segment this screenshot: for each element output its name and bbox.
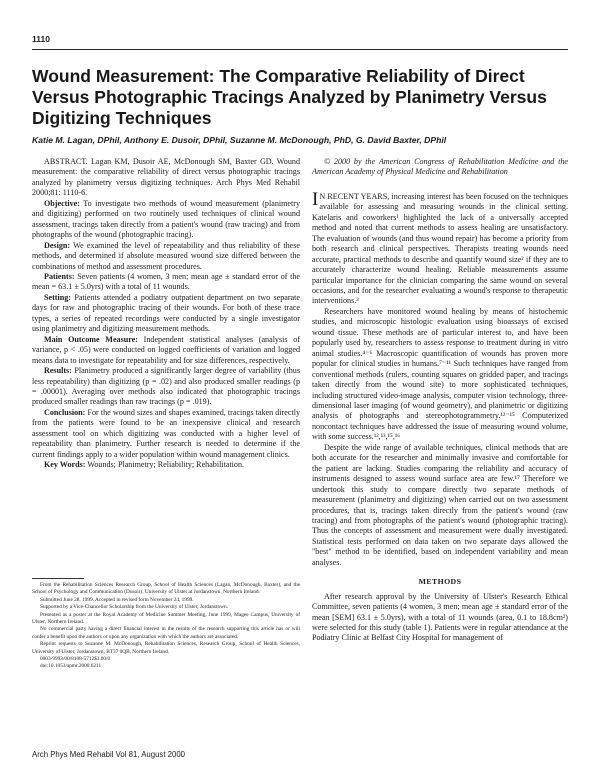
footnote-support: Supported by a Vice-Chancellor Scholarship from the University of Ulster, Jordanstown. — [40, 604, 228, 611]
abstract-setting — [32, 293, 300, 335]
abstract-patients — [32, 272, 300, 293]
footnotes — [32, 582, 300, 671]
methods-heading: METHODS — [418, 577, 462, 587]
footnote-reprints: Reprint requests to Suzanne M. McDonough, Rehabilitation Sciences, Research Group, School of Health Sciences, University of Ulster, Jordanstown, BT37 0QB, Northern Ireland. — [32, 641, 300, 655]
keywords-label: Key Words: — [44, 460, 86, 470]
patients-label: Patients: — [44, 271, 75, 281]
body-paragraph-2: Researchers have monitored wound healing by means of histochemic studies, and microscopic histologic evaluation using bioassays of excised wound tissue. These methods are of particular interest to, and have been popularly used by, researchers to assess response to treatment during in vitro animal studies.⁴⁻⁶ Macroscopic quantification of wounds has proven more popular for clinical studies in humans.⁷⁻¹¹ Such techniques have ranged from conventional methods (rulers, counting squares on gridded paper, and tracings taken directly from the wound site) to more sophisticated techniques, including structured video-image analysis, computer vision technology, three-dimensional laser imaging (of wound geometry), and planimetric or digitizing analysis of photographs and stereophotogrammetry.¹²⁻¹⁵ Computerized noncontact techniques have addressed the issue of measuring wound volume, with some success.¹²,¹³,¹⁵,¹⁶ — [312, 306, 568, 442]
setting-label: Setting: — [44, 292, 71, 302]
footnote-rule — [32, 578, 84, 579]
results-label: Results: — [44, 366, 72, 376]
objective-label: Objective: — [44, 198, 80, 208]
outcome-label: Main Outcome Measure: — [44, 334, 138, 344]
abstract-keywords — [32, 460, 300, 470]
copyright-notice: © 2000 by the American Congress of Rehabilitation Medicine and the American Academy of Physical Medicine and Rehabilitation — [312, 157, 568, 177]
footnote-submitted: Submitted June 28, 1999. Accepted in revised form November 24, 1999. — [40, 596, 194, 603]
footnote-presented: Presented as a poster at the Royal Academy of Medicine Summer Meeting, June 1999, Magee Campus, University of Ulster, Northern Ireland. — [32, 611, 300, 626]
intro-lead: N RECENT YEARS, — [319, 191, 390, 201]
intro-text: increasing interest has been focused on the techniques available for assessing and measuring wounds in the clinical setting. Katelaris and coworkers¹ highlighted the lack of a universally accepted method and noted that current methods to assess healing are unsatisfactory. The evaluation of wounds (and thus wound repair) has become a priority from both research and clinical perspectives. Therapists treating wounds need accurate, practical methods to describe and quantify wound size² if they are to accurately characterize wound healing. Reliable measurements assume particular importance for the clinician comparing the same wound on several occasions, and for the researcher evaluating a wound's response to therapeutic interventions.³ — [312, 191, 568, 306]
setting-text: Patients attended a podiatry outpatient department on two separate days for raw and photographic tracing of their wounds. For both of these trace types, a series of repeated recordings were conducted by a single investigator using planimetry and digitizing measurement methods. — [32, 292, 300, 334]
footnote-issn: 0003-9993/00/8108-5712$3.00/0 — [40, 656, 111, 663]
methods-paragraph: After research approval by the University of Ulster's Research Ethical Committee, seven patients (4 women, 3 men; mean age ± standard error of the mean [SEM] 63.1 ± 5.0yrs), with a total of 11 wounds (area, 0.1 to 18.8cm²) were selected for this study (table 1). Patients were in regular attendance at the Podiatry Clinic at Belfast City Hospital for management of — [312, 591, 568, 643]
keywords-text: Wounds; Planimetry; Reliability; Rehabilitation. — [87, 460, 245, 470]
design-text: We examined the level of repeatability and thus reliability of these methods, and determined if absolute measured wound size differed between the combinations of method and assessment procedures. — [32, 240, 300, 271]
conclusion-label: Conclusion: — [44, 407, 86, 417]
body-column — [312, 157, 568, 644]
article-title: Wound Measurement: The Comparative Reliability of Direct Versus Photographic Tracings Analyzed by Planimetry Versus Digitizing Techniques — [32, 66, 547, 128]
abstract-design — [32, 241, 300, 272]
results-text: Planimetry produced a significantly larger degree of variability (thus less repeatability) than digitizing (p = .02) and also produced smaller readings (p = .00001). Averaging over methods also indicated that photographic tracings produced smaller readings than raw tracings (p = .019). — [32, 366, 300, 407]
abstract-outcome — [32, 335, 300, 366]
abstract-citation: ABSTRACT. Lagan KM, Dusoir AE, McDonough SM, Baxter GD. Wound measurement: the comparative reliability of direct versus photographic tracings analyzed by planimetry versus digitizing techniques. Arch Phys Med Rehabil 2000;81: 1110-6. — [32, 157, 300, 198]
design-label: Design: — [44, 240, 71, 250]
page-number: 1110 — [32, 34, 50, 44]
footnote-disclosure: No commercial party having a direct financial interest in the results of the research supporting this article has or will confer a benefit upon the authors or upon any organization with which the authors are associated. — [32, 626, 300, 640]
drop-cap: I — [312, 188, 319, 210]
footnote-doi: doi:10.1053/apmr.2000.6211 — [40, 663, 102, 670]
conclusion-text: For the wound sizes and shapes examined, tracings taken directly from the patients were found to be an inexpensive clinical and research assessment tool on which digitizing was conducted with a higher level of repeatability than planimetry. Further research is needed to determine if the current findings apply to a wider population within wound management clinics. — [32, 407, 300, 459]
body-paragraph-3: Despite the wide range of available techniques, clinical methods that are both accurate for the researcher and minimally invasive and comfortable for the patient are lacking. Studies comparing the reliability and accuracy of instruments designed to assess wound surface area are few.¹⁷ Therefore we undertook this study to compare directly two separate methods of measurement (planimetry and digitizing) when carried out on two assessment procedures, that is, tracings taken directly from the patient's wound (raw tracing) and from photographs of the patient's wound (photographic tracing). Thus the concepts of assessment and measurement were dually investigated. Statistical tests performed on data taken on two separate days allowed the "best" method to be identified, based on independent variability and mean analyses. — [312, 442, 568, 567]
patients-text: Seven patients (4 women, 3 men; mean age ± standard error of the mean = 63.1 ± 5.0yrs) with a total of 11 wounds. — [32, 271, 300, 292]
journal-footer: Arch Phys Med Rehabil Vol 81, August 2000 — [32, 750, 186, 759]
author-line: Katie M. Lagan, DPhil, Anthony E. Dusoir, DPhil, Suzanne M. McDonough, PhD, G. David Baxter, DPhil — [32, 135, 447, 145]
header-rule — [32, 49, 568, 50]
footnote-affiliation: From the Rehabilitation Sciences Research Group, School of Health Sciences (Lagan, McDonough, Baxter), and the School of Psychology and Communication (Dusoir), University of Ulster at Jordanstown, Northern Ireland. — [32, 582, 300, 596]
outcome-text: Independent statistical analyses (analysis of variance, p < .05) were conducted on logged coefficients of variation and logged means data to investigate for repeatability and for size differences, respectively. — [32, 334, 300, 365]
abstract-results — [32, 366, 300, 408]
abstract-column — [32, 157, 300, 471]
intro-paragraph — [312, 188, 568, 307]
abstract-conclusion — [32, 408, 300, 460]
objective-text: To investigate two methods of wound measurement (planimetry and digitizing) performed on two routinely used techniques of clinical wound assessment, tracings taken directly from a patient's wound (raw tracing) and from photographs of the wound (photographic tracing). — [32, 198, 300, 240]
abstract-objective — [32, 199, 300, 241]
